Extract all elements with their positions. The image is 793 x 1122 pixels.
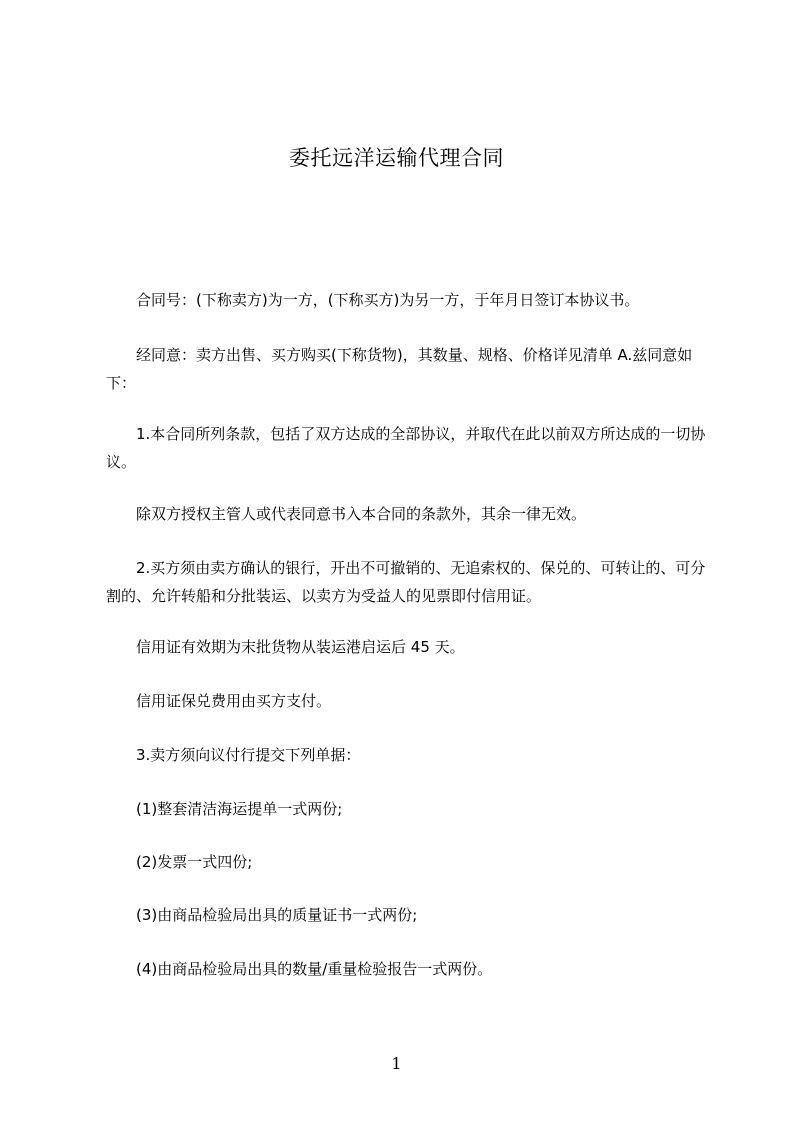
document-title: 委托远洋运输代理合同 [289,146,504,170]
list-item-document-4: (4)由商品检验局出具的数量/重量检验报告一式两份。 [136,960,493,978]
list-item-document-2: (2)发票一式四份; [136,853,253,871]
list-item-document-3: (3)由商品检验局出具的质量证书一式两份; [136,906,418,924]
paragraph-lc-validity: 信用证有效期为末批货物从装运港启运后 45 天。 [136,638,465,656]
list-item-document-1: (1)整套清洁海运提单一式两份; [136,800,343,818]
paragraph-clause-3: 3.卖方须向议付行提交下列单据： [136,746,361,764]
paragraph-lc-fee: 信用证保兑费用由买方支付。 [136,692,332,710]
paragraph-clause-1-note: 除双方授权主管人或代表同意书入本合同的条款外，其余一律无效。 [136,505,587,523]
paragraph-clause-2: 2.买方须由卖方确认的银行，开出不可撤销的、无追索权的、保兑的、可转让的、可分割的、允许转船和分批装运、以卖方为受益人的见票即付信用证。 [106,559,706,605]
paragraph-clause-1: 1.本合同所列条款，包括了双方达成的全部协议，并取代在此以前双方所达成的一切协议。 [106,425,706,471]
page-number: 1 [391,1054,402,1073]
paragraph-contract-number: 合同号：(下称卖方)为一方，(下称买方)为另一方，于年月日签订本协议书。 [136,291,640,309]
paragraph-agreement: 经同意：卖方出售、买方购买(下称货物)，其数量、规格、价格详见清单 A.兹同意如下： [106,346,693,392]
